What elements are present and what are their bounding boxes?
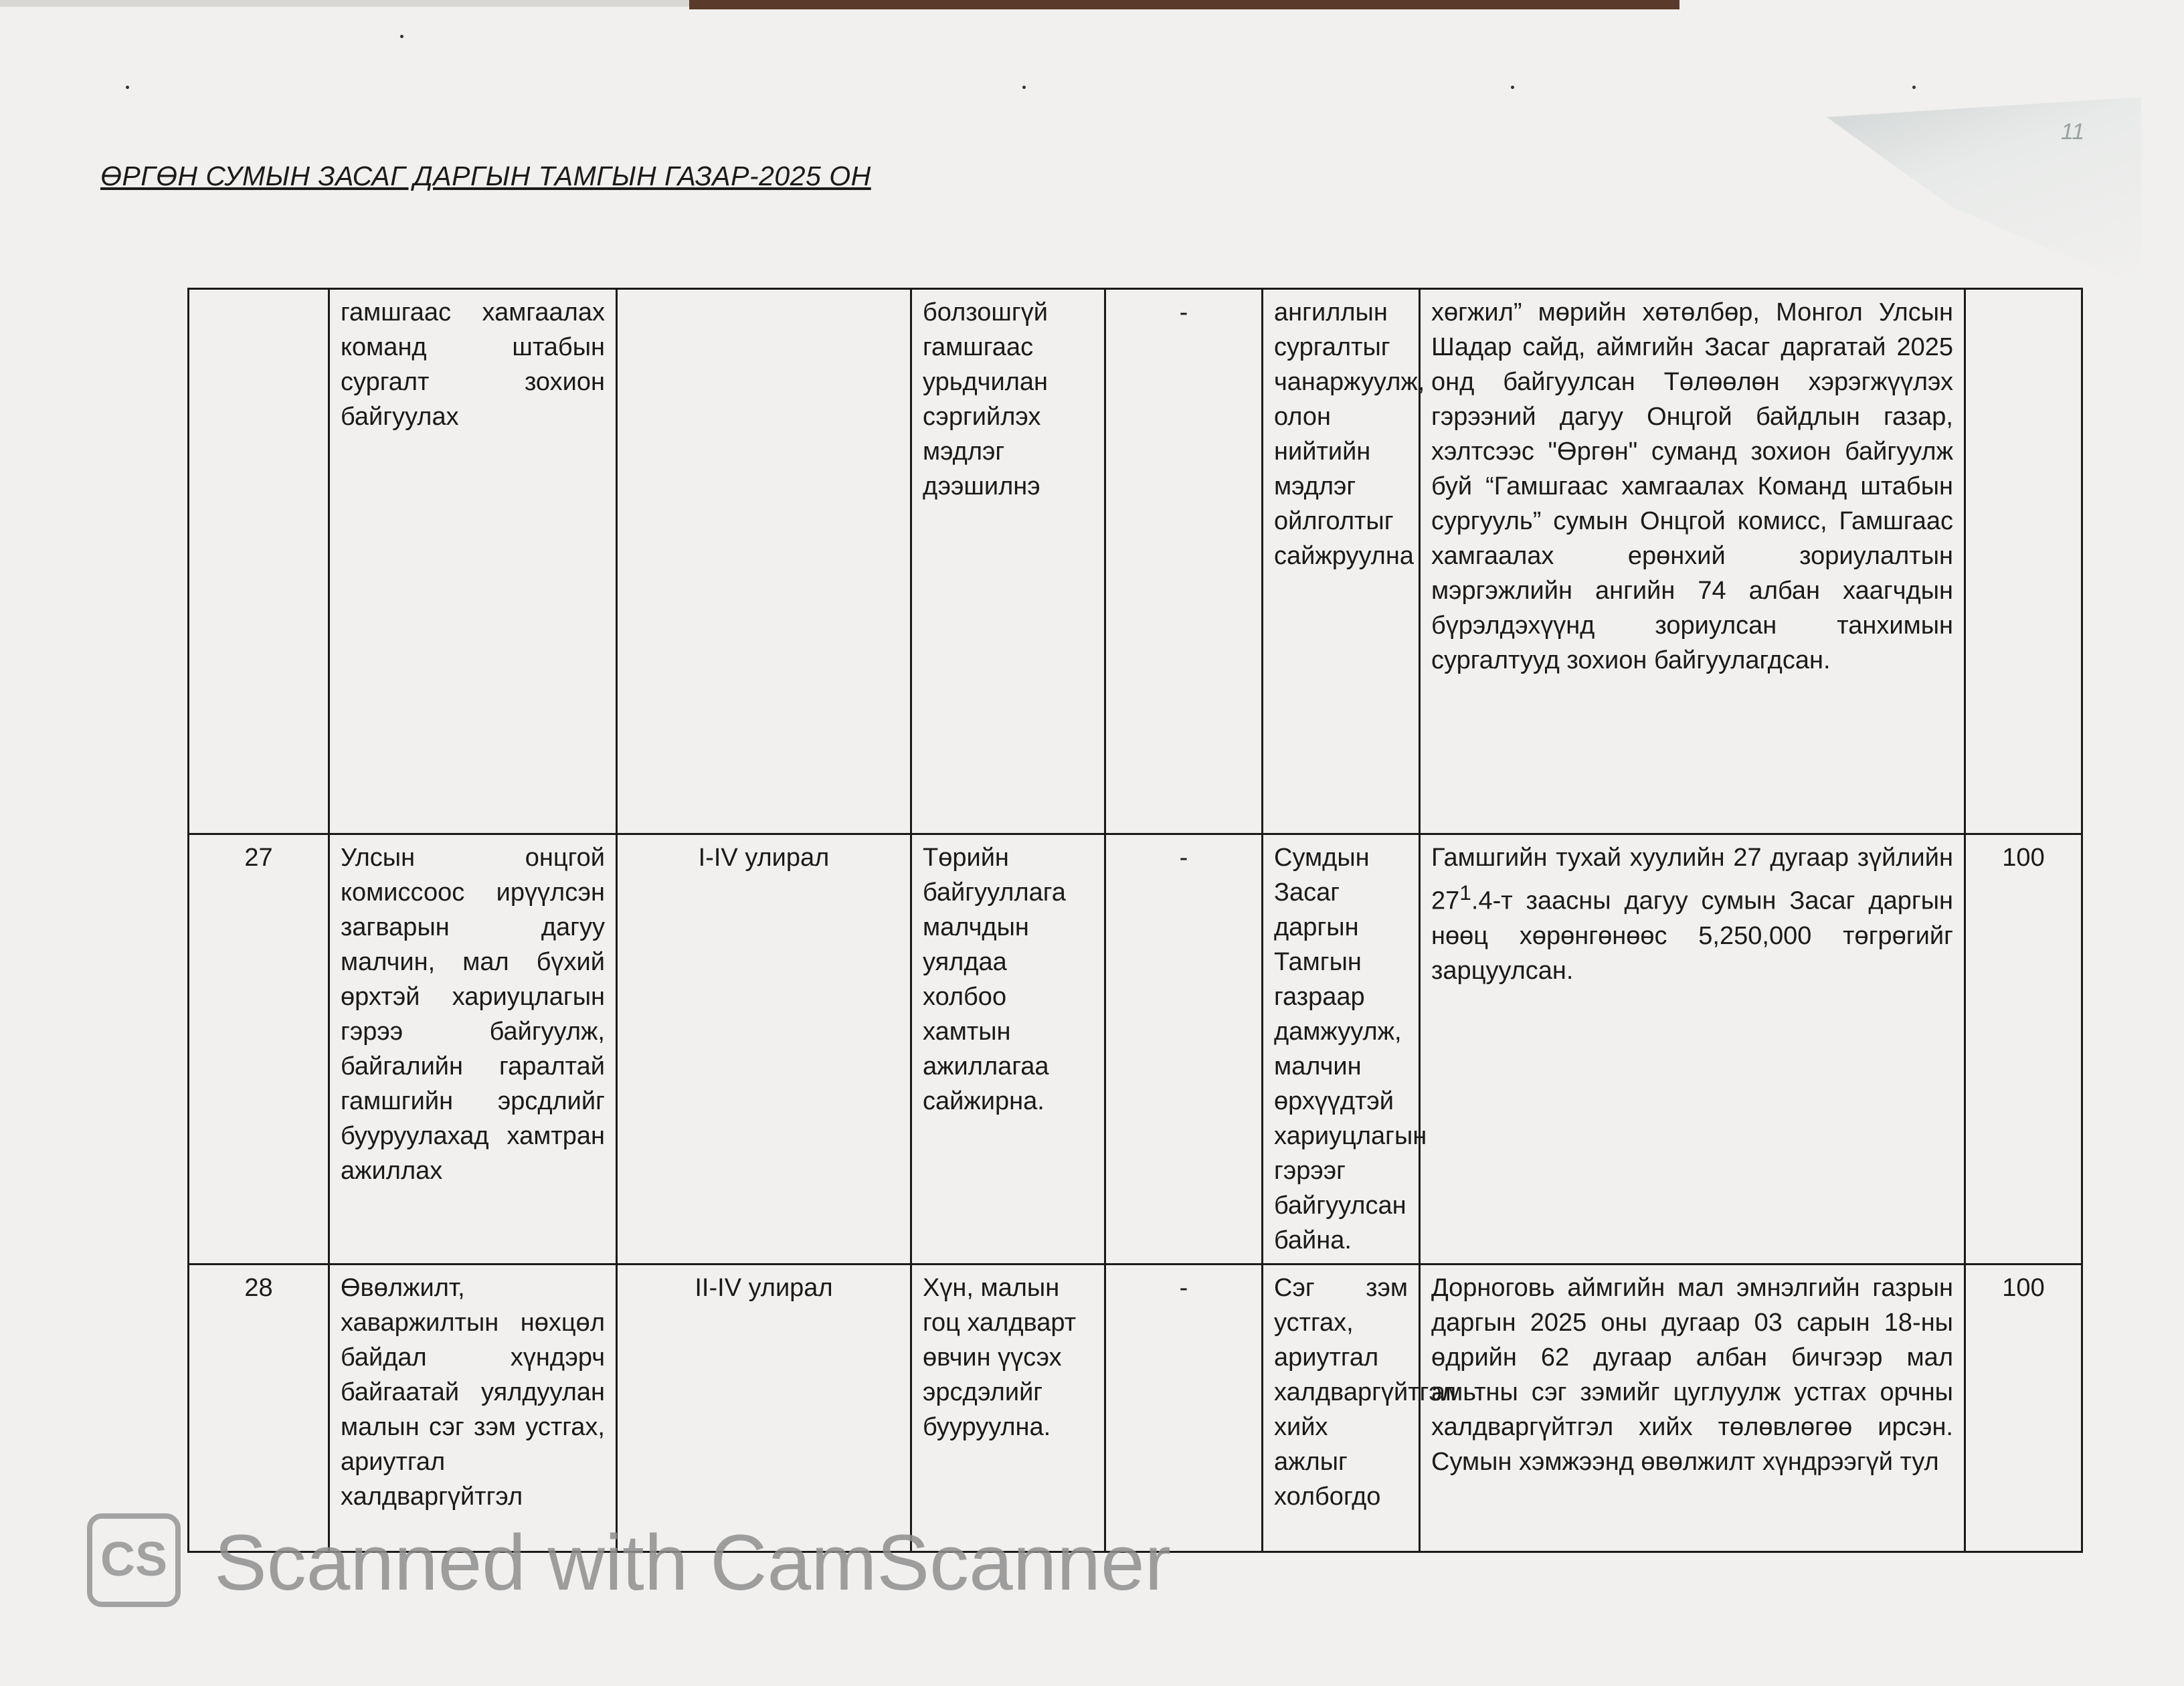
expected-outcome-cell: Хүн, малын гоц халдварт өвчин үүсэх эрсдэлийг бууруулна. bbox=[911, 1264, 1105, 1552]
cost-cell: - bbox=[1105, 1264, 1263, 1552]
activity-cell: гамшгаас хамгаалах команд штабын сургалт зохион байгуулах bbox=[329, 289, 617, 834]
period-cell bbox=[617, 289, 911, 834]
percent-cell bbox=[1965, 289, 2082, 834]
activity-cell: Өвөлжилт, хаваржилтын нөхцөл байдал хүндэрч байгаатай уялдуулан малын сэг зэм устгах, ариутгал халдваргүйтгэл bbox=[329, 1264, 617, 1552]
implementation-report-cell: Дорноговь аймгийн мал эмнэлгийн газрын даргын 2025 оны дугаар 03 сарын 18-ны өдрийн 62 дугаар албан бичгээр мал амьтны сэг зэмийг цуглуулж устгах орчны халдваргүйтгэл хийх төлөвлөгөө ирсэн. Сумын хэмжээнд өвөлжилт хүндрээгүй тул bbox=[1420, 1264, 1965, 1552]
report-superscript: 1 bbox=[1459, 880, 1471, 905]
scan-speck bbox=[400, 35, 403, 38]
camscanner-watermark: Scanned with CamScanner bbox=[214, 1519, 1171, 1607]
report-text-part: .4-т заасны дагуу сумын Засаг даргын нөөц хөрөнгөнөөс 5,250,000 төгрөгийг зарцуулсан. bbox=[1431, 886, 1953, 985]
indicator-cell: Сумдын Засаг даргын Тамгын газраар дамжуулж, малчин өрхүүдтэй хариуцлагын гэрээг байгуулсан байна. bbox=[1263, 834, 1420, 1264]
report-text-part: Гамшгийн тухай хуулийн 27 дугаар зүйлийн 27 bbox=[1431, 844, 1953, 915]
row-number-cell: 28 bbox=[189, 1264, 329, 1552]
implementation-report-cell: хөгжил” мөрийн хөтөлбөр, Монгол Улсын Шадар сайд, аймгийн Засаг даргатай 2025 онд байгуулсан Төлөөлөн хэрэгжүүлэх гэрээний дагуу Онцгой байдлын газар, хэлтсээс "Өргөн" суманд зохион байгуулж буй “Гамшгаас хамгаалах Команд штабын сургууль” сумын Онцгой комисс, Гамшгаас хамгаалах ерөнхий зориулалтын мэргэжлийн ангийн 74 албан хаагчдын бүрэлдэхүүнд зориулсан танхимын сургалтууд зохион байгуулагдсан. bbox=[1420, 289, 1965, 834]
action-plan-table bbox=[187, 288, 2083, 1553]
percent-cell: 100 bbox=[1965, 834, 2082, 1264]
table-row bbox=[189, 1264, 2082, 1552]
percent-cell: 100 bbox=[1965, 1264, 2082, 1552]
activity-cell: Улсын онцгой комиссоос ирүүлсэн загварын дагуу малчин, мал бүхий өрхтэй хариуцлагын гэрээ байгуулж, байгалийн гаралтай гамшгийн эрсдлийг бууруулахад хамтран ажиллах bbox=[329, 834, 617, 1264]
page-curl-shadow bbox=[1827, 87, 2141, 288]
period-cell: I-IV улирал bbox=[617, 834, 911, 1264]
indicator-cell: Сэг зэм устгах, ариутгал халдваргүйтгэл хийх ажлыг холбогдо bbox=[1263, 1264, 1420, 1552]
page-top-edge bbox=[0, 0, 689, 7]
expected-outcome-cell: Төрийн байгууллага малчдын уялдаа холбоо хамтын ажиллагаа сайжирна. bbox=[911, 834, 1105, 1264]
cost-cell: - bbox=[1105, 834, 1263, 1264]
period-cell: II-IV улирал bbox=[617, 1264, 911, 1552]
scan-speck bbox=[126, 86, 129, 89]
camscanner-logo: CS bbox=[87, 1513, 181, 1607]
expected-outcome-cell: болзошгүй гамшгаас урьдчилан сэргийлэх мэдлэг дээшилнэ bbox=[911, 289, 1105, 834]
scan-speck bbox=[1022, 86, 1026, 89]
implementation-report-cell bbox=[1420, 834, 1965, 1264]
row-number-cell bbox=[189, 289, 329, 834]
indicator-cell: ангиллын сургалтыг чанаржуулж, олон нийтийн мэдлэг ойлголтыг сайжруулна bbox=[1263, 289, 1420, 834]
document-header-title: ӨРГӨН СУМЫН ЗАСАГ ДАРГЫН ТАМГЫН ГАЗАР-2025 ОН bbox=[100, 161, 871, 191]
cost-cell: - bbox=[1105, 289, 1263, 834]
scan-speck bbox=[1511, 86, 1514, 89]
scan-speck bbox=[1912, 86, 1916, 89]
table-row bbox=[189, 834, 2082, 1264]
page-number: 11 bbox=[2061, 119, 2085, 145]
desk-background-strip bbox=[689, 0, 1679, 9]
table-row bbox=[189, 289, 2082, 834]
row-number-cell: 27 bbox=[189, 834, 329, 1264]
